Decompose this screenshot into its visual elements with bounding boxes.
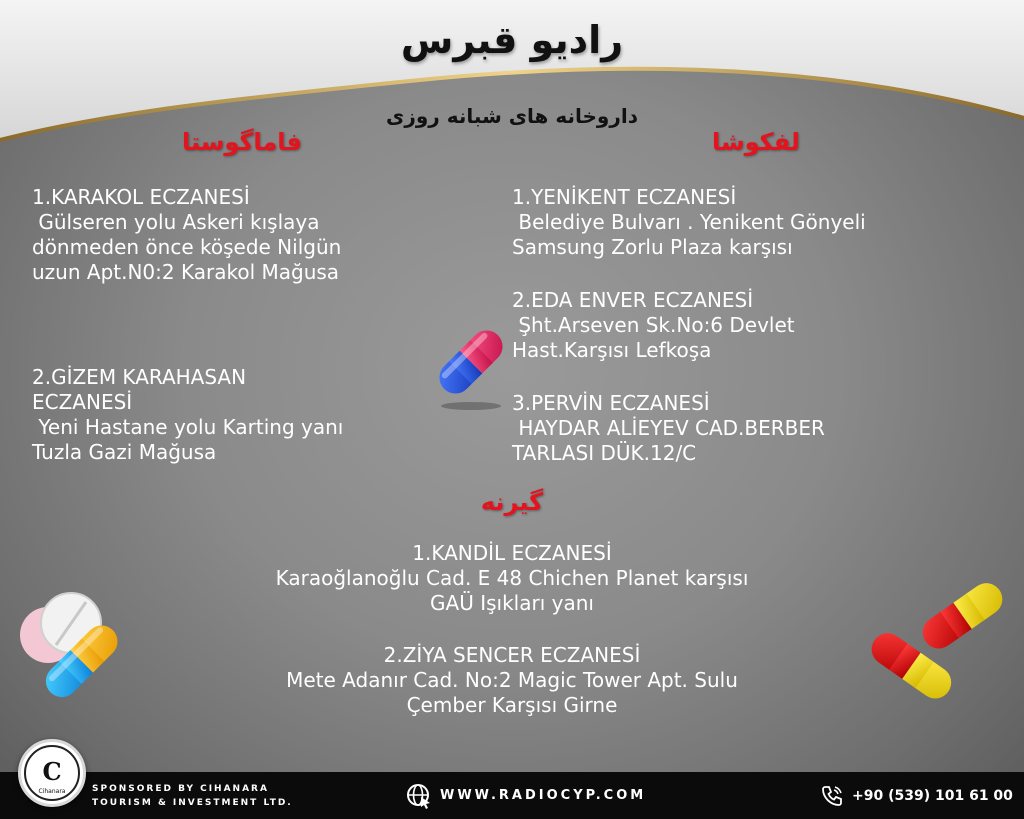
footer-bar — [0, 772, 1024, 819]
capsule-icon — [428, 322, 514, 412]
pharmacy-address: Karaoğlanoğlu Cad. E 48 Chichen Planet karşısı GAÜ Işıkları yanı — [275, 566, 749, 615]
list-item — [512, 288, 992, 363]
logo-mark — [21, 742, 83, 804]
region-title-girne: گیرنه — [480, 488, 544, 516]
sponsor-line-2: TOURISM & INVESTMENT LTD. — [92, 798, 293, 808]
logo-name: Cihanara — [38, 788, 66, 795]
sponsor-logo — [18, 739, 86, 807]
list-item — [512, 185, 992, 260]
phone-icon — [820, 784, 844, 808]
list-item — [512, 391, 992, 466]
list-item — [32, 365, 472, 465]
capsule-icon — [862, 570, 1012, 710]
sponsor-text — [92, 782, 293, 810]
list-item — [150, 541, 874, 616]
pharmacy-name: 2.EDA ENVER ECZANESİ — [512, 288, 754, 312]
pharmacy-name: 1.KANDİL ECZANESİ — [412, 541, 612, 565]
website-link[interactable]: WWW.RADIOCYP.COM — [440, 788, 647, 803]
region-title-famagusta: فاماگوستا — [182, 128, 303, 156]
page-subtitle: داروخانه های شبانه روزی — [386, 104, 638, 128]
globe-cursor-icon — [406, 783, 432, 809]
logo-letter: C — [42, 757, 62, 786]
pharmacy-name: 2.GİZEM KARAHASAN ECZANESİ — [32, 365, 247, 414]
list-item — [32, 185, 472, 285]
pharmacy-address: HAYDAR ALİEYEV CAD.BERBER TARLASI DÜK.12/C — [512, 416, 825, 465]
tablet-icon — [16, 590, 136, 705]
pharmacy-name: 3.PERVİN ECZANESİ — [512, 391, 710, 415]
pharmacy-address: Şht.Arseven Sk.No:6 Devlet Hast.Karşısı Lefkoşa — [512, 313, 795, 362]
page-title: رادیو قبرس — [400, 18, 624, 62]
pharmacy-address: Gülseren yolu Askeri kışlaya dönmeden önce köşede Nilgün uzun Apt.N0:2 Karakol Mağusa — [32, 210, 342, 284]
sponsor-line-1: SPONSORED BY CIHANARA — [92, 784, 269, 794]
list-item — [150, 643, 874, 718]
pharmacy-name: 1.KARAKOL ECZANESİ — [32, 185, 250, 209]
pharmacy-name: 2.ZİYA SENCER ECZANESİ — [383, 643, 641, 667]
region-title-lefkosa: لفکوشا — [712, 128, 800, 156]
pharmacy-address: Belediye Bulvarı . Yenikent Gönyeli Samsung Zorlu Plaza karşısı — [512, 210, 866, 259]
pharmacy-name: 1.YENİKENT ECZANESİ — [512, 185, 737, 209]
pharmacy-address: Mete Adanır Cad. No:2 Magic Tower Apt. Sulu Çember Karşısı Girne — [286, 668, 738, 717]
pharmacy-address: Yeni Hastane yolu Karting yanı Tuzla Gazi Mağusa — [32, 415, 344, 464]
phone-number[interactable]: +90 (539) 101 61 00 — [852, 788, 1013, 804]
